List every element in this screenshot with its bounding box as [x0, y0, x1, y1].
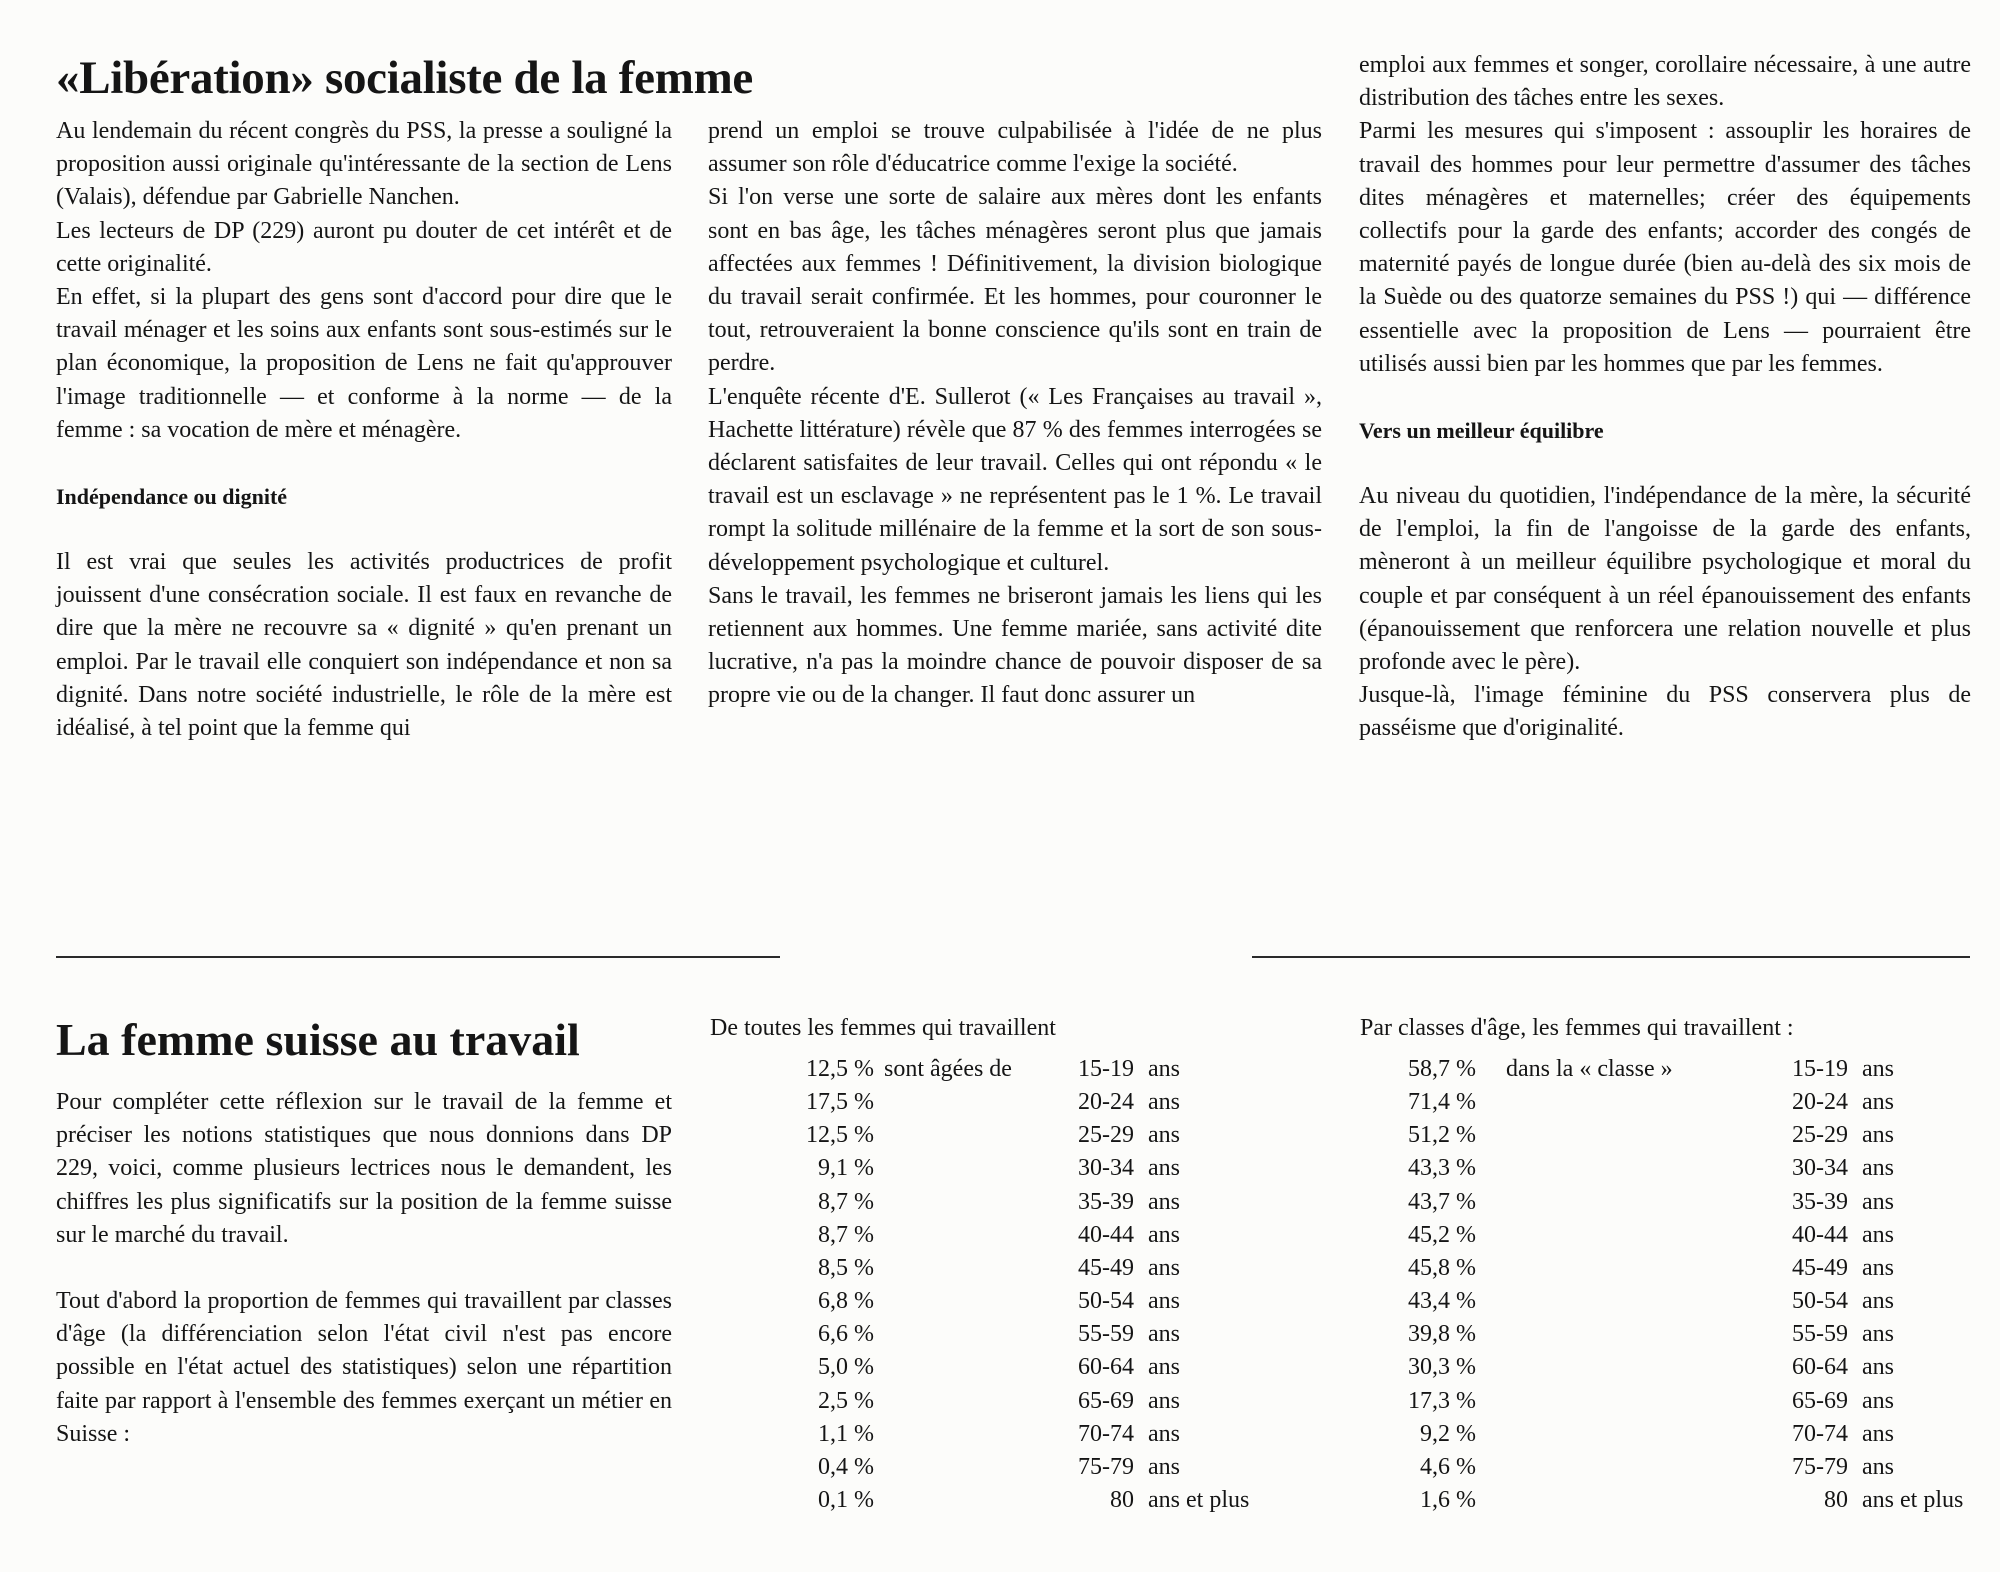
age-range: 30-34 — [1792, 1155, 1848, 1182]
percent-value: 45,2 % — [1408, 1221, 1476, 1248]
separator-rule-right — [1252, 956, 1970, 958]
unit-label: ans — [1862, 1221, 1894, 1248]
age-range: 75-79 — [1078, 1453, 1134, 1480]
table-row — [770, 1152, 1290, 1185]
table-1-caption: De toutes les femmes qui travaillent — [710, 1015, 1056, 1041]
percent-value: 6,6 % — [818, 1321, 874, 1348]
age-range: 50-54 — [1078, 1288, 1134, 1315]
percent-value: 2,5 % — [818, 1387, 874, 1414]
paragraph: prend un emploi se trouve culpabilisée à l'idée de ne plus assumer son rôle d'éducatrice comme l'exige la société. — [708, 118, 1322, 178]
unit-label: ans — [1148, 1155, 1180, 1182]
table-row — [1380, 1219, 1980, 1252]
percent-value: 43,3 % — [1408, 1155, 1476, 1182]
table-row — [770, 1351, 1290, 1384]
paragraph: Au niveau du quotidien, l'indépendance de la mère, la sécurité de l'emploi, la fin de l'angoisse de la garde des enfants, mèneront à un meilleur équilibre psychologique et moral du couple et par conséquent à un réel épanouissement des enfants (épanouissement que renforcera une relation nouvelle et plus profonde avec le père). — [1359, 483, 1971, 676]
unit-label: ans — [1148, 1188, 1180, 1215]
article-2-body — [56, 1086, 672, 1451]
age-range: 45-49 — [1078, 1254, 1134, 1281]
unit-label: ans et plus — [1148, 1486, 1250, 1513]
age-range: 80 — [1110, 1486, 1134, 1513]
percent-value: 5,0 % — [818, 1354, 874, 1381]
percent-value: 8,7 % — [818, 1188, 874, 1215]
table-row — [1380, 1451, 1980, 1484]
unit-label: ans — [1862, 1089, 1894, 1116]
paragraph: Les lecteurs de DP (229) auront pu douter de cet intérêt et de cette originalité. — [56, 217, 672, 277]
unit-label: ans — [1862, 1056, 1894, 1082]
percent-value: 8,7 % — [818, 1221, 874, 1248]
age-range: 40-44 — [1078, 1221, 1134, 1248]
article-column-1 — [56, 115, 672, 745]
age-range: 15-19 — [1078, 1056, 1134, 1082]
unit-label: ans — [1862, 1188, 1894, 1215]
table-2-caption: Par classes d'âge, les femmes qui travaillent : — [1360, 1015, 1794, 1041]
table-row — [1380, 1186, 1980, 1219]
unit-label: ans — [1862, 1122, 1894, 1149]
table-row — [1380, 1385, 1980, 1418]
age-range: 40-44 — [1792, 1221, 1848, 1248]
age-range: 65-69 — [1792, 1387, 1848, 1414]
age-range: 25-29 — [1078, 1122, 1134, 1149]
unit-label: ans — [1862, 1354, 1894, 1381]
paragraph: Tout d'abord la proportion de femmes qui travaillent par classes d'âge (la différenciation selon l'état civil n'est pas encore possible en l'état actuel des statistiques) selon une répartition faite par rapport à l'ensemble des femmes exerçant un métier en Suisse : — [56, 1288, 672, 1447]
percent-value: 0,1 % — [818, 1486, 874, 1513]
paragraph: En effet, si la plupart des gens sont d'accord pour dire que le travail ménager et les soins aux enfants sont sous-estimés sur le plan économique, la proposition de Lens ne fait qu'approuver l'image traditionnelle — et conforme à la norme — de la femme : sa vocation de mère et ménagère. — [56, 284, 672, 443]
unit-label: ans — [1148, 1254, 1180, 1281]
unit-label: ans — [1862, 1288, 1894, 1315]
row-label: sont âgées de — [884, 1056, 1012, 1082]
table-row — [1380, 1285, 1980, 1318]
table-row — [1380, 1152, 1980, 1185]
paragraph: Il est vrai que seules les activités productrices de profit jouissent d'une consécration sociale. Il est faux en revanche de dire que la mère ne recouvre sa « dignité » qu'en prenant un emploi. Par le travail elle conquiert son indépendance et non sa dignité. Dans notre société industrielle, le rôle de la mère est idéalisé, à tel point que la femme qui — [56, 549, 672, 742]
percent-value: 9,2 % — [1420, 1420, 1476, 1447]
age-range: 35-39 — [1078, 1188, 1134, 1215]
age-range: 60-64 — [1792, 1354, 1848, 1381]
percent-value: 8,5 % — [818, 1254, 874, 1281]
percent-value: 12,5 % — [806, 1122, 874, 1149]
percent-value: 58,7 % — [1408, 1056, 1476, 1082]
percent-value: 9,1 % — [818, 1155, 874, 1182]
age-range: 80 — [1824, 1486, 1848, 1513]
unit-label: ans — [1148, 1453, 1180, 1480]
paragraph: Sans le travail, les femmes ne briseront jamais les liens qui les retiennent aux hommes. Une femme mariée, sans activité dite lucrative, n'a pas la moindre chance de pouvoir disposer de sa propre vie ou de la changer. Il faut donc assurer un — [708, 582, 1322, 709]
paragraph: Si l'on verse une sorte de salaire aux mères dont les enfants sont en bas âge, les tâches ménagères seront plus que jamais affectées aux femmes ! Définitivement, la division biologique du travail serait confirmée. Et les hommes, pour couronner le tout, retrouveraient la bonne conscience qu'ils sont en train de perdre. — [708, 184, 1322, 377]
age-range: 75-79 — [1792, 1453, 1848, 1480]
table-row — [770, 1252, 1290, 1285]
unit-label: ans — [1148, 1288, 1180, 1315]
table-row — [770, 1186, 1290, 1219]
percent-value: 1,6 % — [1420, 1486, 1476, 1513]
table-row — [770, 1053, 1290, 1086]
table-row — [1380, 1418, 1980, 1451]
article-column-2 — [708, 115, 1322, 713]
percent-value: 43,4 % — [1408, 1288, 1476, 1315]
table-row — [1380, 1351, 1980, 1384]
unit-label: ans — [1148, 1089, 1180, 1116]
paragraph: Au lendemain du récent congrès du PSS, la presse a souligné la proposition aussi originale qu'intéressante de la section de Lens (Valais), défendue par Gabrielle Nanchen. — [56, 118, 672, 211]
unit-label: ans — [1148, 1122, 1180, 1149]
article-title: La femme suisse au travail — [56, 1014, 580, 1065]
age-range: 25-29 — [1792, 1122, 1848, 1149]
article-column-3 — [1359, 49, 1971, 746]
percent-value: 1,1 % — [818, 1420, 874, 1447]
paragraph: Parmi les mesures qui s'imposent : assouplir les horaires de travail des hommes pour leur permettre d'assumer des tâches dites ménagères et maternelles; créer des équipements collectifs pour la garde des enfants; accorder des congés de maternité payés de longue durée (bien au-delà des six mois de la Suède ou des quatorze semaines du PSS !) qui — différence essentielle avec la proposition de Lens — pourraient être utilisés aussi bien par les hommes que par les femmes. — [1359, 118, 1971, 377]
unit-label: ans et plus — [1862, 1486, 1964, 1513]
table-row — [1380, 1484, 1980, 1517]
table-row — [1380, 1318, 1980, 1351]
unit-label: ans — [1862, 1453, 1894, 1480]
table-row — [770, 1086, 1290, 1119]
table-row — [770, 1285, 1290, 1318]
table-row — [1380, 1252, 1980, 1285]
table-row — [770, 1119, 1290, 1152]
separator-rule-left — [56, 956, 780, 958]
age-range: 65-69 — [1078, 1387, 1134, 1414]
paragraph: Pour compléter cette réflexion sur le travail de la femme et préciser les notions statistiques que nous donnions dans DP 229, voici, comme plusieurs lectrices nous le demandent, les chiffres les plus significatifs sur la position de la femme suisse sur le marché du travail. — [56, 1089, 672, 1248]
table-row — [770, 1219, 1290, 1252]
article-title: «Libération» socialiste de la femme — [56, 52, 753, 104]
percent-value: 12,5 % — [806, 1056, 874, 1082]
age-range: 70-74 — [1078, 1420, 1134, 1447]
percent-value: 45,8 % — [1408, 1254, 1476, 1281]
table-row — [770, 1418, 1290, 1451]
age-range: 30-34 — [1078, 1155, 1134, 1182]
age-range: 50-54 — [1792, 1288, 1848, 1315]
age-range: 55-59 — [1078, 1321, 1134, 1348]
unit-label: ans — [1148, 1221, 1180, 1248]
unit-label: ans — [1148, 1321, 1180, 1348]
percent-value: 39,8 % — [1408, 1321, 1476, 1348]
unit-label: ans — [1862, 1155, 1894, 1182]
table-row — [1380, 1119, 1980, 1152]
section-subheading: Vers un meilleur équilibre — [1359, 418, 1604, 444]
unit-label: ans — [1148, 1056, 1180, 1082]
paragraph: emploi aux femmes et songer, corollaire nécessaire, à une autre distribution des tâches entre les sexes. — [1359, 52, 1971, 112]
percent-value: 0,4 % — [818, 1453, 874, 1480]
row-label: dans la « classe » — [1506, 1056, 1673, 1082]
unit-label: ans — [1148, 1420, 1180, 1447]
age-range: 45-49 — [1792, 1254, 1848, 1281]
age-range: 55-59 — [1792, 1321, 1848, 1348]
paragraph: Jusque-là, l'image féminine du PSS conservera plus de passéisme que d'originalité. — [1359, 682, 1971, 742]
percent-value: 51,2 % — [1408, 1122, 1476, 1149]
unit-label: ans — [1862, 1321, 1894, 1348]
table-row — [770, 1385, 1290, 1418]
age-range: 70-74 — [1792, 1420, 1848, 1447]
section-subheading: Indépendance ou dignité — [56, 484, 288, 510]
percent-value: 30,3 % — [1408, 1354, 1476, 1381]
paragraph: L'enquête récente d'E. Sullerot (« Les Françaises au travail », Hachette littérature) révèle que 87 % des femmes interrogées se déclarent satisfaites de leur travail. Celles qui ont répondu « le travail est un esclavage » ne représentent pas le 1 %. Le travail rompt la solitude millénaire de la femme et la sort de son sous-développement psychologique et culturel. — [708, 383, 1322, 576]
table-row — [1380, 1086, 1980, 1119]
percent-value: 6,8 % — [818, 1288, 874, 1315]
unit-label: ans — [1862, 1387, 1894, 1414]
unit-label: ans — [1862, 1420, 1894, 1447]
table-row — [770, 1318, 1290, 1351]
percent-value: 17,3 % — [1408, 1387, 1476, 1414]
table-row — [1380, 1053, 1980, 1086]
age-range: 20-24 — [1078, 1089, 1134, 1116]
unit-label: ans — [1862, 1254, 1894, 1281]
unit-label: ans — [1148, 1354, 1180, 1381]
percent-value: 43,7 % — [1408, 1188, 1476, 1215]
age-range: 35-39 — [1792, 1188, 1848, 1215]
age-range: 20-24 — [1792, 1089, 1848, 1116]
table-row — [770, 1484, 1290, 1517]
age-range: 60-64 — [1078, 1354, 1134, 1381]
percent-value: 4,6 % — [1420, 1453, 1476, 1480]
unit-label: ans — [1148, 1387, 1180, 1414]
percent-value: 17,5 % — [806, 1089, 874, 1116]
percent-value: 71,4 % — [1408, 1089, 1476, 1116]
age-range: 15-19 — [1792, 1056, 1848, 1082]
table-row — [770, 1451, 1290, 1484]
